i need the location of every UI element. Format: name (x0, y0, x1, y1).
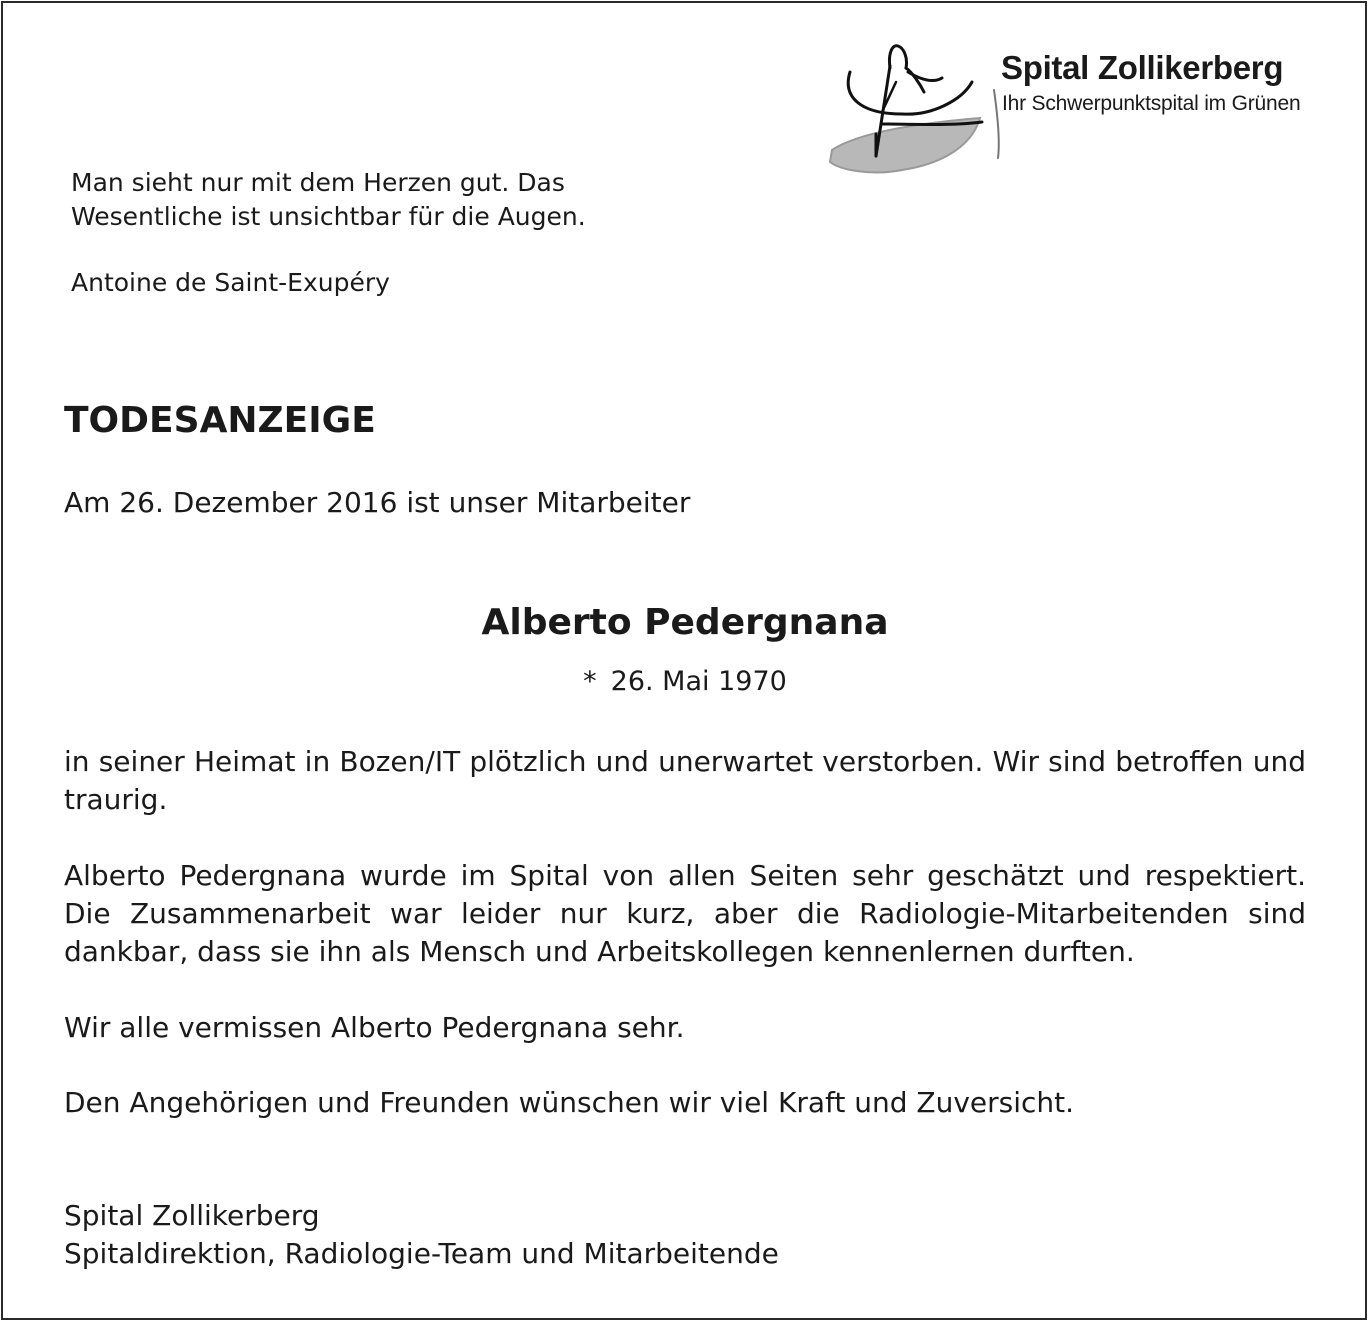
paragraph-3: Wir alle vermissen Alberto Pedergnana sehr. (64, 1011, 685, 1044)
paragraph-2: Alberto Pedergnana wurde im Spital von allen Seiten sehr geschätzt und respektiert. Die Zusammenarbeit war leider nur kurz, aber die Radiologie-Mitarbeitenden sind dankbar, dass sie ihn als Mensch und Arbeitskollegen kennenlernen durften. (64, 859, 1306, 968)
signature-line-2: Spitaldirektion, Radiologie-Team und Mitarbeitende (64, 1237, 779, 1270)
birth-date: 26. Mai 1970 (610, 666, 787, 697)
quote-line-1: Man sieht nur mit dem Herzen gut. Das (71, 168, 565, 197)
signature (64, 1197, 779, 1273)
quote-author: Antoine de Saint-Exupéry (71, 268, 390, 297)
logo-hull (830, 118, 980, 172)
quote (71, 166, 586, 234)
birth-symbol: * (583, 666, 597, 697)
brand-tagline: Ihr Schwerpunktspital im Grünen (1002, 92, 1301, 115)
signature-line-1: Spital Zollikerberg (64, 1199, 320, 1232)
logo-sail-lines (848, 72, 972, 114)
brand-name: Spital Zollikerberg (1001, 49, 1284, 86)
birth-line (0, 666, 1370, 697)
deceased-name: Alberto Pedergnana (481, 602, 889, 643)
boat-sketch-icon (822, 38, 1007, 193)
notice-intro: Am 26. Dezember 2016 ist unser Mitarbeiter (64, 486, 691, 519)
notice-heading: TODESANZEIGE (64, 400, 376, 441)
paragraph-4: Den Angehörigen und Freunden wünschen wir viel Kraft und Zuversicht. (64, 1086, 1075, 1119)
quote-line-2: Wesentliche ist unsichtbar für die Augen. (71, 202, 586, 231)
paragraph-1: in seiner Heimat in Bozen/IT plötzlich und unerwartet verstorben. Wir sind betroffen und traurig. (64, 745, 1306, 816)
